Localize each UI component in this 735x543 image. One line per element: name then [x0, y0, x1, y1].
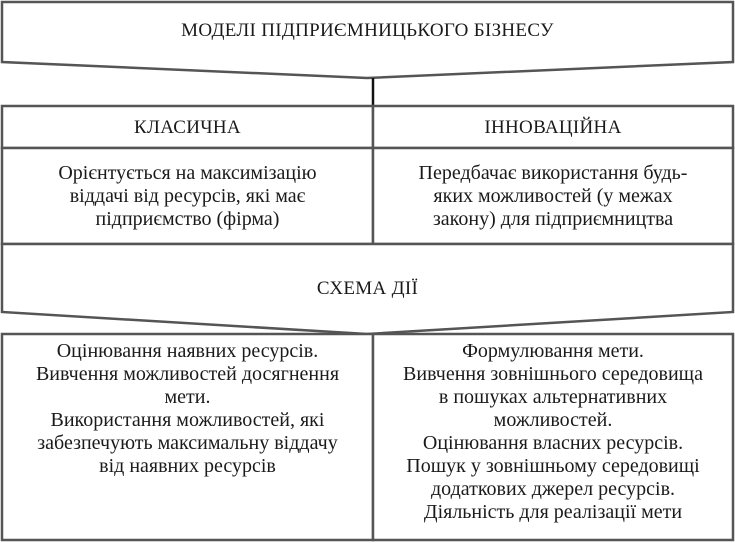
scheme-label: СХЕМА ДІЇ	[316, 277, 419, 299]
classic-model-name: КЛАСИЧНА	[134, 116, 241, 138]
diagram-title: МОДЕЛІ ПІДПРИЄМНИЦЬКОГО БІЗНЕСУ	[181, 19, 554, 41]
innovative-actions: Формулювання мети. Вивчення зовнішнього середовища в пошуках альтернативних можливостей. Оцінювання власних ресурсів. Пошук у зовнішньому середовищі додаткових джерел ресурсів. Діяльність для реалізації мети	[403, 340, 703, 523]
innovative-model-description: Передбачає використання будь- яких можливостей (у межах закону) для підприємництва	[418, 161, 688, 230]
classic-model-description: Орієнтується на максимізацію віддачі від ресурсів, які має підприємство (фірма)	[58, 161, 317, 230]
classic-actions: Оцінювання наявних ресурсів. Вивчення можливостей досягнення мети. Використання можливостей, які забезпечують максимальну віддачу від наявних ресурсів	[35, 340, 340, 477]
innovative-model-name: ІННОВАЦІЙНА	[484, 116, 622, 138]
